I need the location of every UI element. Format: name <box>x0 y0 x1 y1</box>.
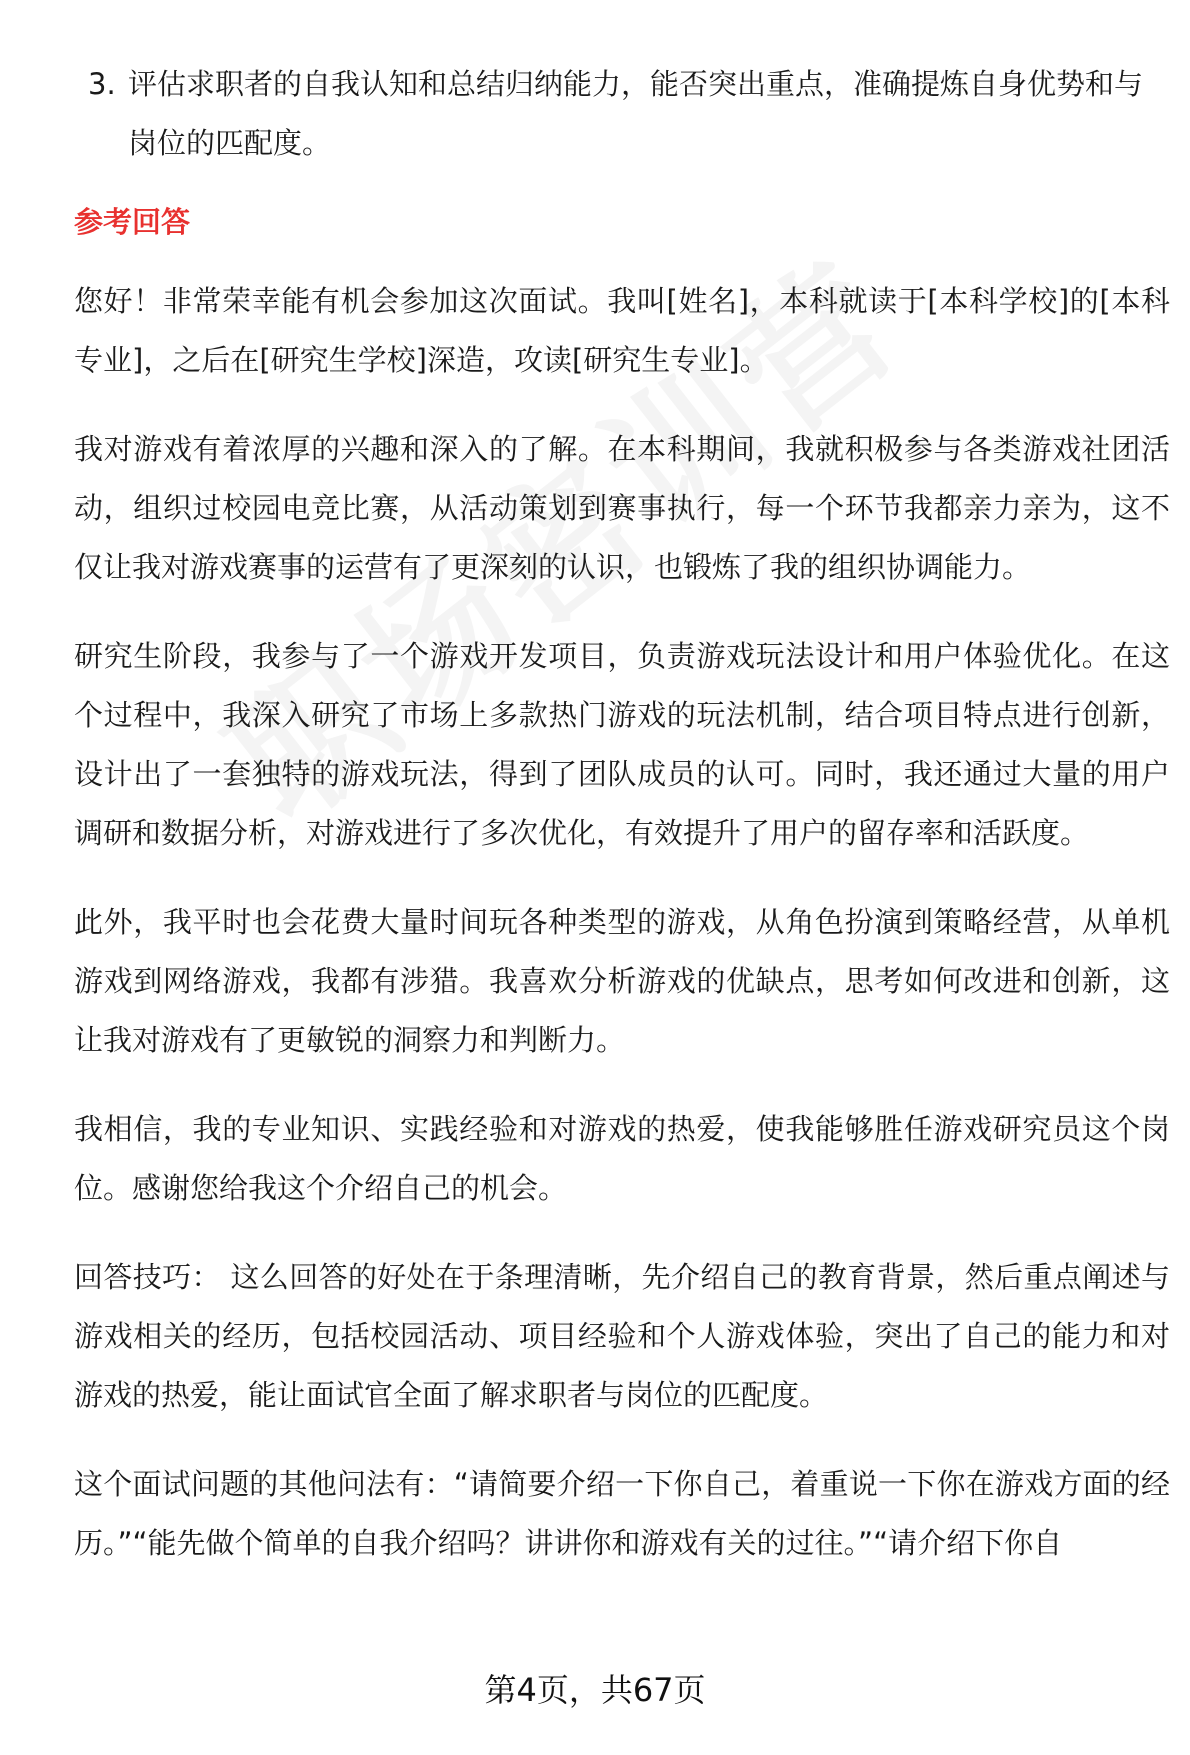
page-number: 第4页，共67页 <box>484 1671 706 1709</box>
paragraph-hobby: 此外，我平时也会花费大量时间玩各种类型的游戏，从角色扮演到策略经营，从单机游戏到网络游戏，我都有涉猎。我喜欢分析游戏的优缺点，思考如何改进和创新，这让我对游戏有了更敏锐的洞察力和判断力。 <box>74 905 1170 1057</box>
paragraph-closing: 我相信，我的专业知识、实践经验和对游戏的热爱，使我能够胜任游戏研究员这个岗位。感谢您给我这个介绍自己的机会。 <box>74 1112 1170 1205</box>
list-item-number: 3. <box>88 67 116 101</box>
paragraph-interest: 我对游戏有着浓厚的兴趣和深入的了解。在本科期间，我就积极参与各类游戏社团活动，组织过校园电竞比赛，从活动策划到赛事执行，每一个环节我都亲力亲为，这不仅让我对游戏赛事的运营有了更深刻的认识，也锻炼了我的组织协调能力。 <box>74 432 1170 584</box>
paragraph-graduate: 研究生阶段，我参与了一个游戏开发项目，负责游戏玩法设计和用户体验优化。在这个过程中，我深入研究了市场上多款热门游戏的玩法机制，结合项目特点进行创新，设计出了一套独特的游戏玩法，得到了团队成员的认可。同时，我还通过大量的用户调研和数据分析，对游戏进行了多次优化，有效提升了用户的留存率和活跃度。 <box>74 639 1170 850</box>
list-item <box>74 55 1170 173</box>
document-content <box>74 55 1170 1573</box>
paragraph-alternatives: 这个面试问题的其他问法有：“请简要介绍一下你自己，着重说一下你在游戏方面的经历。”“能先做个简单的自我介绍吗？讲讲你和游戏有关的过往。”“请介绍下你自 <box>74 1467 1170 1560</box>
list-item-text: 评估求职者的自我认知和总结归纳能力，能否突出重点，准确提炼自身优势和与岗位的匹配度。 <box>128 67 1144 160</box>
paragraph-intro: 您好！非常荣幸能有机会参加这次面试。我叫[姓名]，本科就读于[本科学校]的[本科专业]，之后在[研究生学校]深造，攻读[研究生专业]。 <box>74 284 1170 377</box>
section-title: 参考回答 <box>74 205 191 239</box>
paragraph-tips: 回答技巧： 这么回答的好处在于条理清晰，先介绍自己的教育背景，然后重点阐述与游戏相关的经历，包括校园活动、项目经验和个人游戏体验，突出了自己的能力和对游戏的热爱，能让面试官全面了解求职者与岗位的匹配度。 <box>74 1260 1170 1412</box>
